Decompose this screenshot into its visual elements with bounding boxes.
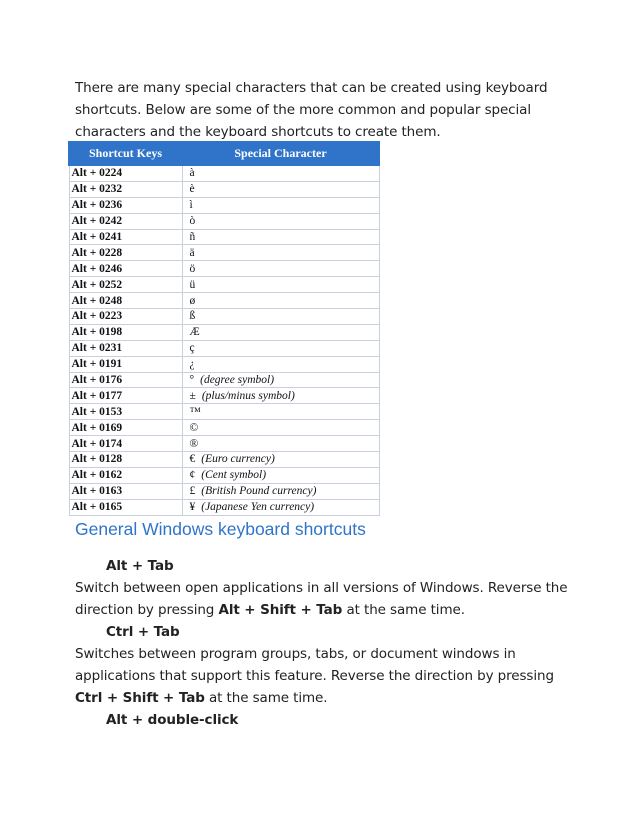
shortcut-description <box>75 577 570 621</box>
shortcut-keys-cell: Alt + 0162 <box>69 467 182 483</box>
table-row <box>69 356 379 372</box>
shortcut-keys-cell: Alt + 0236 <box>69 197 182 213</box>
section-heading: General Windows keyboard shortcuts <box>75 519 366 539</box>
special-character-cell <box>182 483 379 499</box>
shortcut-list <box>75 555 570 731</box>
description-text: Switches between program groups, tabs, or document windows in applications that support this feature. Reverse the direction by pressing <box>75 646 554 684</box>
character-glyph: ¢ <box>189 469 196 482</box>
table-row <box>69 483 379 499</box>
character-glyph: è <box>189 183 195 196</box>
character-note: (plus/minus symbol) <box>201 389 295 402</box>
shortcut-title: Ctrl + Tab <box>106 624 180 640</box>
character-glyph: ± <box>189 389 196 402</box>
description-key-combo: Ctrl + Shift + Tab <box>75 690 205 706</box>
special-character-cell <box>182 309 379 325</box>
character-glyph: ö <box>189 262 196 275</box>
character-glyph: ä <box>189 246 195 259</box>
character-glyph: £ <box>189 485 196 498</box>
table-row <box>69 197 379 213</box>
special-character-cell <box>182 181 379 197</box>
special-character-cell <box>182 245 379 261</box>
table-row <box>69 261 379 277</box>
shortcut-keys-cell: Alt + 0231 <box>69 340 182 356</box>
special-character-cell <box>182 452 379 468</box>
shortcut-keys-cell: Alt + 0252 <box>69 277 182 293</box>
table-row <box>69 309 379 325</box>
character-glyph: ß <box>189 310 196 323</box>
shortcut-keys-cell: Alt + 0248 <box>69 293 182 309</box>
special-character-cell <box>182 356 379 372</box>
character-note: (degree symbol) <box>200 374 275 387</box>
character-glyph: ñ <box>189 231 196 243</box>
special-character-cell <box>182 277 379 293</box>
character-glyph: ¥ <box>189 501 196 514</box>
table-row <box>69 452 379 468</box>
shortcut-keys-cell: Alt + 0177 <box>69 388 182 404</box>
shortcut-keys-cell: Alt + 0128 <box>69 452 182 468</box>
special-character-cell <box>182 467 379 483</box>
table-body <box>69 165 379 515</box>
special-character-cell <box>182 197 379 213</box>
shortcut-keys-cell: Alt + 0165 <box>69 499 182 515</box>
table-row <box>69 467 379 483</box>
table-header-row <box>69 142 379 165</box>
description-text: Switch between open applications in all versions of Windows. Reverse the direction by pressing <box>75 580 568 618</box>
special-character-cell <box>182 404 379 420</box>
special-character-cell <box>182 420 379 436</box>
character-glyph: ò <box>189 215 196 228</box>
shortcut-keys-cell: Alt + 0153 <box>69 404 182 420</box>
shortcut-keys-cell: Alt + 0241 <box>69 229 182 245</box>
character-glyph: à <box>189 167 195 180</box>
shortcut-keys-cell: Alt + 0174 <box>69 436 182 452</box>
special-character-cell <box>182 436 379 452</box>
special-character-cell <box>182 261 379 277</box>
description-text-end: at the same time. <box>342 602 465 618</box>
character-glyph: ç <box>189 342 195 355</box>
character-glyph: ® <box>189 437 199 450</box>
character-glyph: ø <box>189 294 196 307</box>
table-row <box>69 181 379 197</box>
table-row <box>69 293 379 309</box>
character-glyph: ü <box>189 278 196 291</box>
shortcut-keys-cell: Alt + 0176 <box>69 372 182 388</box>
shortcut-keys-cell: Alt + 0198 <box>69 324 182 340</box>
special-character-cell <box>182 213 379 229</box>
table-row <box>69 277 379 293</box>
character-note: (Euro currency) <box>201 453 275 466</box>
character-note: (Japanese Yen currency) <box>201 501 315 514</box>
table-row <box>69 436 379 452</box>
header-shortcut-keys: Shortcut Keys <box>69 142 182 165</box>
special-character-cell <box>182 165 379 181</box>
special-character-cell <box>182 372 379 388</box>
description-key-combo: Alt + Shift + Tab <box>218 602 343 618</box>
table-row <box>69 404 379 420</box>
table-row <box>69 499 379 515</box>
table-row <box>69 388 379 404</box>
special-character-cell <box>182 388 379 404</box>
character-note: (Cent symbol) <box>201 469 267 482</box>
character-note: (British Pound currency) <box>201 485 317 498</box>
shortcut-keys-cell: Alt + 0224 <box>69 165 182 181</box>
shortcut-keys-cell: Alt + 0228 <box>69 245 182 261</box>
special-character-cell <box>182 340 379 356</box>
shortcut-keys-cell: Alt + 0223 <box>69 309 182 325</box>
special-character-cell <box>182 324 379 340</box>
shortcut-title: Alt + Tab <box>106 558 174 574</box>
shortcut-keys-cell: Alt + 0232 <box>69 181 182 197</box>
shortcut-keys-cell: Alt + 0242 <box>69 213 182 229</box>
shortcut-keys-cell: Alt + 0169 <box>69 420 182 436</box>
shortcut-keys-cell: Alt + 0163 <box>69 483 182 499</box>
special-character-cell <box>182 499 379 515</box>
intro-paragraph: There are many special characters that can be created using keyboard shortcuts. Below are some of the more common and popular special characters and the keyboard shortcuts to create them. <box>75 80 548 140</box>
shortcut-description <box>75 643 570 709</box>
description-text-end: at the same time. <box>204 690 328 706</box>
table-row <box>69 245 379 261</box>
character-glyph: € <box>189 453 196 466</box>
shortcut-keys-cell: Alt + 0246 <box>69 261 182 277</box>
table-row <box>69 165 379 181</box>
table-row <box>69 229 379 245</box>
character-glyph: Æ <box>189 326 200 339</box>
special-characters-table <box>68 141 380 516</box>
character-glyph: ì <box>189 199 193 212</box>
character-glyph: ¿ <box>189 358 195 371</box>
character-glyph: ™ <box>189 405 201 418</box>
table-row <box>69 213 379 229</box>
table-row <box>69 324 379 340</box>
table-row <box>69 340 379 356</box>
shortcut-title: Alt + double-click <box>106 712 239 728</box>
shortcut-keys-cell: Alt + 0191 <box>69 356 182 372</box>
character-glyph: ° <box>189 374 195 387</box>
table-row <box>69 420 379 436</box>
header-special-character: Special Character <box>182 142 379 165</box>
character-glyph: © <box>189 421 199 434</box>
special-character-cell <box>182 229 379 245</box>
table-row <box>69 372 379 388</box>
special-character-cell <box>182 293 379 309</box>
